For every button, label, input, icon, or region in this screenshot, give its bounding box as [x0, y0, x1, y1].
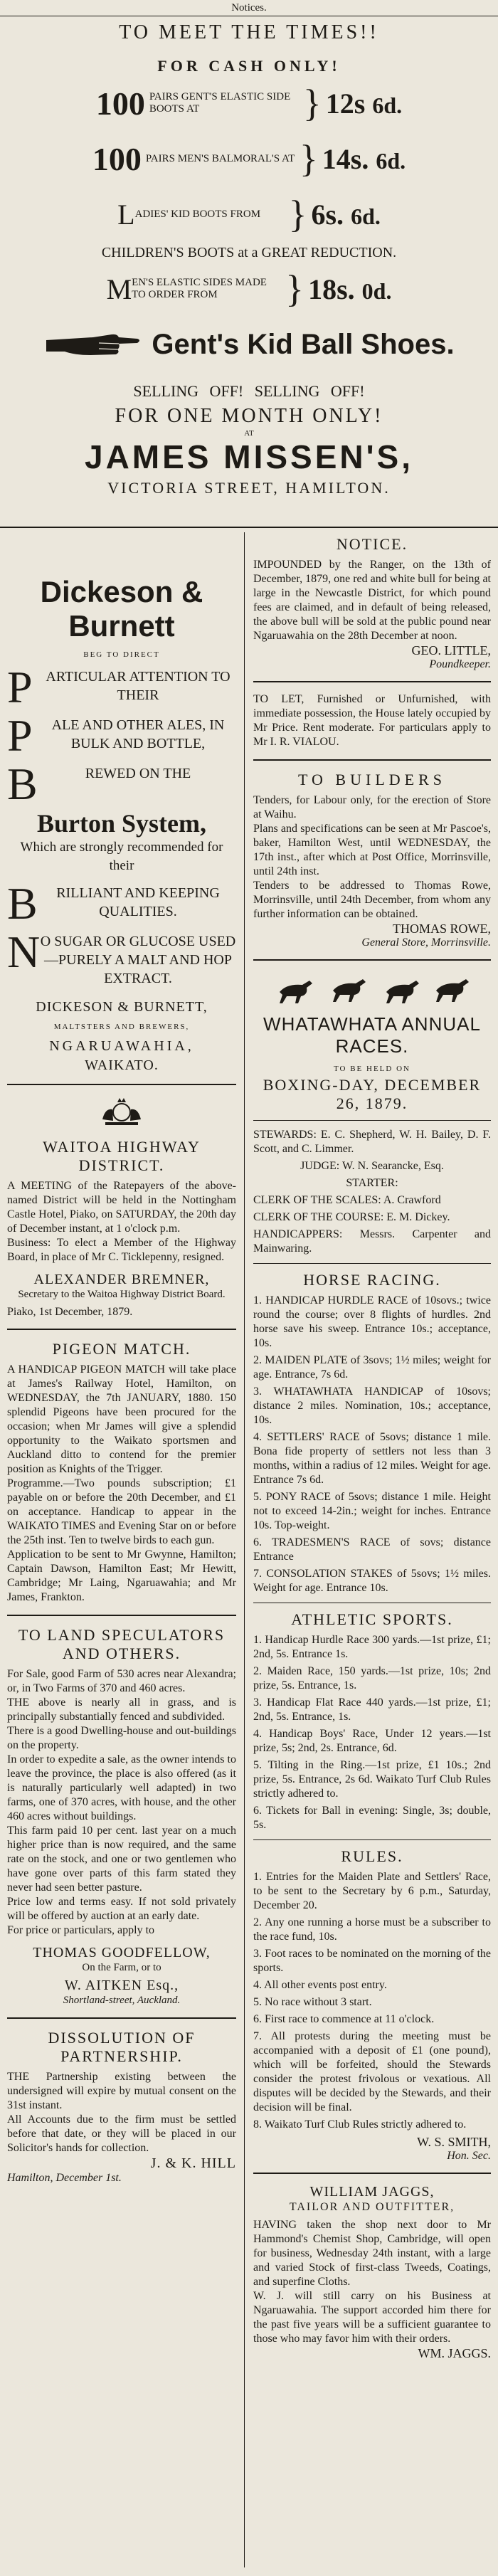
waitoa-title: WAITOA HIGHWAY DISTRICT.	[43, 1138, 201, 1174]
official-line: CLERK OF THE COURSE: E. M. Dickey.	[253, 1211, 450, 1223]
firm-trade: MALTSTERS AND BREWERS,	[53, 1023, 190, 1031]
price-shillings: 12s	[325, 87, 366, 120]
waitoa-role: Secretary to the Waitoa Highway District Board.	[18, 1289, 226, 1300]
athletic-item: 5. Tilting in the Ring.—1st prize, £1 10s.; 2nd prize, 5s. Entrance, 2s 6d. Waikato Turf Club Rules strictly adhered to.	[253, 1759, 491, 1800]
pigeon-match-notice	[7, 1340, 236, 1605]
rule-item: 7. All protests during the meeting must be accompanied with a deposit of £1 (one pound), which will be forfeited, should the Stewards consider the protest frivolous or vexatious. All disputes will be decided by the Stewards, and their decision will be final.	[253, 2030, 491, 2113]
builders-role: General Store, Morrinsville.	[361, 936, 491, 949]
jaggs-advertisement	[253, 2184, 491, 2361]
section-divider	[7, 1084, 236, 1085]
merchant-name: JAMES MISSEN'S,	[84, 438, 414, 475]
price-pence: 6d.	[351, 203, 381, 229]
section-divider	[253, 1120, 491, 1121]
official-line: STARTER:	[346, 1177, 398, 1189]
rule-item: 6. First race to commence at 11 o'clock.	[253, 2013, 435, 2025]
tailor-name: WILLIAM JAGGS,	[309, 2184, 435, 2200]
offer-price	[308, 273, 391, 306]
offer-initial: L	[117, 198, 135, 231]
rule-item: 4. All other events post entry.	[253, 1979, 387, 1991]
land-on-farm: On the Farm, or to	[82, 1962, 161, 1973]
dropcap: P	[7, 710, 33, 761]
dropcap-line	[7, 662, 236, 712]
land-owner: THOMAS GOODFELLOW,	[33, 1945, 211, 1960]
offer-description: PAIRS MEN'S BALMORAL'S AT	[145, 152, 295, 164]
rule-item: 1. Entries for the Maiden Plate and Settlers' Race, to be sent to the Secretary by 6 p.m., Saturday, December 20.	[253, 1871, 491, 1911]
rule-item: 8. Waikato Turf Club Rules strictly adhered to.	[253, 2118, 467, 2131]
offer-quantity: 100	[92, 140, 142, 177]
offer-description: PAIRS GENT'S ELASTIC SIDE BOOTS AT	[149, 91, 291, 115]
notice-body: IMPOUNDED by the Ranger, on the 13th of December, 1879, one red and white bull for being at large in the Newcastle District, for which pound fees are claimed, and in default of being released, the above bull will be sold at the public pound near Ngaruawahia on the 28th December at noon.	[253, 559, 491, 642]
secretary-role: Hon. Sec.	[447, 2150, 491, 2162]
racing-horses-icon	[265, 971, 479, 1008]
offer-price	[311, 198, 380, 231]
section-divider	[253, 1839, 491, 1840]
brace-glyph: }	[299, 137, 318, 180]
price-pence: 6d.	[376, 147, 406, 174]
page-header: Notices.	[0, 0, 498, 16]
horse-race-list	[253, 1294, 491, 1595]
burton-system: Burton System,	[36, 809, 206, 838]
offer-row	[9, 186, 489, 242]
race-item: 7. CONSOLATION STAKES of 5sovs; 1½ miles. Weight for age. Entrance 10s.	[253, 1568, 491, 1594]
section-divider	[253, 759, 491, 761]
brace-glyph: }	[288, 193, 307, 236]
dropcap-line	[7, 927, 236, 988]
official-line: HANDICAPPERS: Messrs. Carpenter and Mainwaring.	[253, 1228, 491, 1255]
price-shillings: 18s.	[308, 273, 355, 305]
section-divider	[7, 1329, 236, 1330]
brace-glyph: }	[285, 268, 304, 310]
athletic-sports-title: ATHLETIC SPORTS.	[291, 1610, 453, 1628]
race-item: 3. WHATAWHATA HANDICAP of 10sovs; distance 2 miles. Nomination, 10s.; acceptance, 10s.	[253, 1385, 491, 1426]
builders-body: Tenders, for Labour only, for the erection of Store at Waihu. Plans and specifications can be seen at Mr Pascoe's, baker, Hamilton West, until WEDNESDAY, the 17th inst., after which at Post Office, Morrinsville, until 24th inst. Tenders to be addressed to Thomas Rowe, Morrinsville, until 24th December, from whom any further information can be obtained.	[253, 794, 491, 920]
tailor-signature: WM. JAGGS.	[418, 2346, 491, 2360]
dissolution-title: DISSOLUTION OF PARTNERSHIP.	[48, 2029, 196, 2065]
merchant-address: VICTORIA STREET, HAMILTON.	[107, 479, 391, 497]
selling-off-line: SELLING OFF! SELLING OFF!	[133, 382, 365, 400]
offer-initial: M	[106, 273, 132, 305]
offer-row	[9, 261, 489, 317]
dropcap: N	[7, 927, 41, 977]
firm-place: NGARUAWAHIA,	[49, 1038, 194, 1054]
offer-row	[9, 131, 489, 186]
section-divider	[7, 2017, 236, 2019]
race-item: 5. PONY RACE of 5sovs; distance 1 mile. Height not to exceed 14-2in.; weight for inches. Entrance 10s. Top-weight.	[253, 1491, 491, 1531]
pointing-hand-icon	[43, 330, 143, 359]
section-divider	[253, 2173, 491, 2174]
cash-only-line: FOR CASH ONLY!	[157, 57, 341, 75]
rule-item: 2. Any one running a horse must be a subscriber to the race fund, 10s.	[253, 1916, 491, 1943]
land-agent: W. AITKEN Esq.,	[64, 1978, 179, 1993]
dropcap-text: REWED ON THE	[85, 766, 191, 781]
dropcap-text: RILLIANT AND KEEPING QUALITIES.	[56, 885, 220, 919]
official-line: JUDGE: W. N. Searancke, Esq.	[300, 1160, 444, 1172]
dropcap-line	[7, 759, 236, 809]
horse-racing-title: HORSE RACING.	[303, 1271, 441, 1289]
offer-price	[326, 87, 402, 120]
section-divider	[253, 959, 491, 961]
brewer-title: Dickeson & Burnett	[40, 575, 203, 643]
builders-notice	[253, 771, 491, 949]
dropcap-line	[7, 710, 236, 761]
section-divider	[253, 1263, 491, 1264]
offer-quantity: 100	[95, 85, 145, 122]
race-item: 4. SETTLERS' RACE of 5sovs; distance 1 mile. Bona fide property of settlers not less than 3 months, within a radius of 12 miles. Weight for age. Entrance 7s 6d.	[253, 1431, 491, 1486]
ad-tagline: TO MEET THE TIMES!!	[119, 21, 379, 43]
rule-item: 3. Foot races to be nominated on the morning of the sports.	[253, 1948, 491, 1974]
childrens-boots-line: CHILDREN'S BOOTS at a GREAT REDUCTION.	[101, 245, 397, 260]
price-shillings: 14s.	[322, 142, 369, 175]
tailor-trade: TAILOR AND OUTFITTER,	[289, 2201, 455, 2213]
races-held-on: TO BE HELD ON	[334, 1065, 410, 1073]
left-column	[7, 532, 236, 2185]
dickeson-advertisement	[7, 575, 236, 1074]
dissolution-notice	[7, 2029, 236, 2185]
firm-name: DICKESON & BURNETT,	[36, 999, 208, 1015]
firm-region: WAIKATO.	[85, 1057, 159, 1073]
waitoa-date: Piako, 1st December, 1879.	[7, 1306, 133, 1318]
price-pence: 6d.	[372, 92, 403, 118]
races-title: WHATAWHATA ANNUAL RACES.	[263, 1013, 481, 1057]
builders-name: THOMAS ROWE,	[393, 922, 491, 936]
dissolution-signature: J. & K. HILL	[150, 2155, 236, 2171]
dissolution-date: Hamilton, December 1st.	[7, 2172, 122, 2184]
impound-notice	[253, 535, 491, 671]
at-word: AT	[244, 429, 254, 438]
to-let-body: TO LET, Furnished or Unfurnished, with immediate possession, the House lately occupied by Mr Price. Rent moderate. For particulars apply to Mr I. R. VIALOU.	[253, 693, 491, 748]
dropcap: B	[7, 878, 38, 929]
athletic-item: 6. Tickets for Ball in evening: Single, 3s; double, 5s.	[253, 1805, 491, 1831]
race-item: 6. TRADESMEN'S RACE of sovs; distance Entrance	[253, 1536, 491, 1563]
brace-glyph: }	[302, 82, 322, 125]
land-title: TO LAND SPECULATORS AND OTHERS.	[18, 1626, 226, 1662]
shoe-advertisement	[9, 17, 489, 524]
recommended-line: Which are strongly recommended for their	[20, 840, 223, 873]
race-officials	[253, 1128, 491, 1256]
price-shillings: 6s.	[311, 198, 344, 231]
race-item: 2. MAIDEN PLATE of 3sovs; 1½ miles; weight for age. Entrance, 7s 6d.	[253, 1354, 491, 1381]
gents-kid-shoes-text: Gent's Kid Ball Shoes.	[152, 328, 455, 360]
land-body: For Sale, good Farm of 530 acres near Alexandra; or, in Two Farms of 370 and 460 acres. THE above is nearly all in grass, and is principally substantially fenced and subdivided. There is a good Dwelling-house and out-buildings on the property. In order to expedite a sale, as the owner intends to leave the province, the place is also offered (as it is naturally particularly well adapted) in two farms, one of 370 acres, with house, and the other 460 acres without buildings. This farm paid 10 per cent. last year on a much higher price than is now required, and the same rate on the stock, and one or two gentlemen who have gone over parts of this farm stated they never had seen better pasture. Price low and terms easy. If not sold privately will be offered by auction at an early date. For price or particulars, apply to	[7, 1668, 236, 1936]
waitoa-notice	[7, 1095, 236, 1319]
dropcap-text: O SUGAR OR GLUCOSE USED—PURELY A MALT AND HOP EXTRACT.	[40, 934, 236, 986]
dropcap: P	[7, 662, 33, 712]
gents-kid-shoes-line	[9, 322, 489, 366]
notice-title: NOTICE.	[336, 535, 408, 553]
rules-title: RULES.	[341, 1847, 403, 1865]
section-divider	[253, 681, 491, 682]
poundkeeper-role: Poundkeeper.	[429, 658, 491, 670]
rules-list	[253, 1870, 491, 2132]
athletic-list	[253, 1633, 491, 1832]
dropcap: B	[7, 759, 38, 809]
athletic-item: 4. Handicap Boys' Race, Under 12 years.—1st prize, 5s; 2nd, 2s. Entrance, 6d.	[253, 1728, 491, 1754]
athletic-item: 2. Maiden Race, 150 yards.—1st prize, 10s; 2nd prize, 5s. Entrance, 1s.	[253, 1665, 491, 1691]
rule-item: 5. No race without 3 start.	[253, 1996, 372, 2008]
section-divider	[7, 1615, 236, 1616]
poundkeeper-name: GEO. LITTLE,	[411, 643, 491, 658]
races-notice	[253, 971, 491, 2163]
dropcap-text: ARTICULAR ATTENTION TO THEIR	[46, 669, 231, 703]
official-line: CLERK OF THE SCALES: A. Crawford	[253, 1194, 441, 1206]
land-sale-notice	[7, 1626, 236, 2007]
dropcap-line	[7, 878, 236, 929]
right-column	[253, 532, 491, 2361]
tailor-body: HAVING taken the shop next door to Mr Hammond's Chemist Shop, Cambridge, will open for business, Wednesday 24th instant, with a large and varied Stock of first-class Tweeds, Coatings, and superfine Cloths. W. J. will still carry on his Business at Ngaruawahia. The support accorded him there for the past five years will be a sufficient guarantee to those who may favor him with their orders.	[253, 2219, 491, 2345]
athletic-item: 1. Handicap Hurdle Race 300 yards.—1st prize, £1; 2nd, 5s. Entrance 1s.	[253, 1634, 491, 1660]
offer-description: ADIES' KID BOOTS FROM	[134, 208, 261, 220]
to-let-notice	[253, 692, 491, 749]
offer-description: EN'S ELASTIC SIDES MADE TO ORDER FROM	[132, 277, 267, 300]
secretary-name: W. S. SMITH,	[417, 2135, 491, 2149]
royal-crest-icon	[97, 1095, 147, 1128]
land-agent-address: Shortland-street, Auckland.	[63, 1995, 181, 2006]
pigeon-body: A HANDICAP PIGEON MATCH will take place at James's Railway Hotel, Hamilton, on WEDNESDAY, the 7th JANUARY, 1880. 150 splendid Pigeons have been procured for the occasion; when Mr James will give a splendid opportunity to the Waikato sportsmen and Auckland ditto to contend for the premier position as Knights of the Trigger. Programme.—Two pounds subscription; £1 payable on or before the 20th December, and £1 on acceptance. Handicap to appear in the WAIKATO TIMES and Evening Star on or before the 25th inst. Ten to twelve birds to each gun. Application to be sent to Mr Gwynne, Hamilton; Captain Dawson, Hamilton East; Mr Hewitt, Cambridge; Mr Laing, Ngaruawahia; and Mr James, Frankton.	[7, 1363, 236, 1603]
one-month-line: FOR ONE MONTH ONLY!	[115, 405, 383, 427]
race-item: 1. HANDICAP HURDLE RACE of 10sovs.; twice round the course; over 8 flights of hurdles. 2nd horse save his sweep. Entrance 10s.; acceptance, 10s.	[253, 1294, 491, 1349]
column-divider	[244, 532, 245, 2567]
athletic-item: 3. Handicap Flat Race 440 yards.—1st prize, £1; 2nd, 5s. Entrance, 1s.	[253, 1696, 491, 1723]
section-divider	[0, 527, 498, 528]
price-pence: 0d.	[361, 278, 392, 304]
waitoa-signatory: ALEXANDER BREMNER,	[33, 1272, 210, 1287]
offer-row	[9, 75, 489, 131]
offer-price	[322, 142, 406, 176]
pigeon-title: PIGEON MATCH.	[52, 1340, 191, 1358]
builders-title: TO BUILDERS	[298, 771, 446, 788]
dissolution-body: THE Partnership existing between the undersigned will expire by mutual consent on the 31st instant. All Accounts due to the firm must be settled before that date, or they will be placed in our Solicitor's hands for collection.	[7, 2071, 236, 2154]
beg-line: BEG TO DIRECT	[83, 650, 160, 659]
official-line: STEWARDS: E. C. Shepherd, W. H. Bailey, D. F. Scott, and C. Limmer.	[253, 1129, 491, 1155]
waitoa-body: A MEETING of the Ratepayers of the above-named District will be held in the Nottingham Castle Hotel, Piako, on SATURDAY, the 20th day of December instant, at 1 o'clock p.m. Business: To elect a Member of the Highway Board, in place of Mr C. Ticklepenny, resigned.	[7, 1180, 236, 1263]
races-date: BOXING-DAY, DECEMBER 26, 1879.	[263, 1076, 482, 1112]
dropcap-text: ALE AND OTHER ALES, IN BULK AND BOTTLE,	[51, 717, 225, 751]
